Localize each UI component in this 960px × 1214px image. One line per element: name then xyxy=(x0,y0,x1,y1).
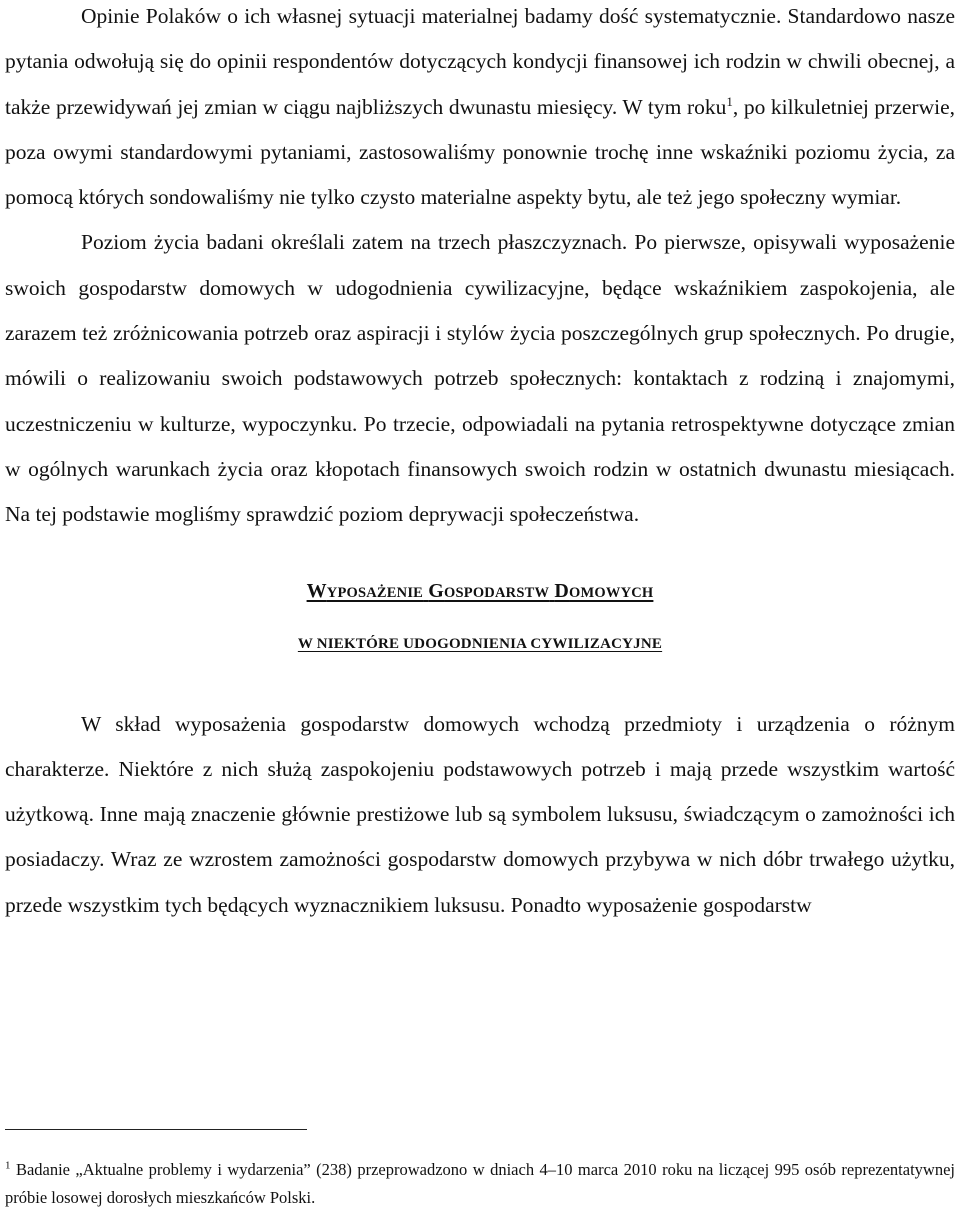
intro-paragraph-continuation: , po kilkuletniej przerwie, poza owymi standardowymi pytaniami, zastosowaliśmy ponownie trochę inne wskaźniki poziomu życia, za pomocą których sondowaliśmy nie tylko czysto materialne aspekty bytu, ale też jego społeczny wymiar. xyxy=(5,94,955,210)
footnote-text: Badanie „Aktualne problemy i wydarzenia” (238) przeprowadzono w dniach 4–10 marca 2010 roku na liczącej 995 osób reprezentatywnej próbie losowej dorosłych mieszkańców Polski. xyxy=(5,1160,956,1207)
intro-paragraph xyxy=(5,0,955,220)
living-standard-paragraph: Poziom życia badani określali zatem na trzech płaszczyznach. Po pierwsze, opisywali wyposażenie swoich gospodarstw domowych w udogodnienia cywilizacyjne, będące wskaźnikiem zaspokojenia, ale zarazem też zróżnicowania potrzeb oraz aspiracji i stylów życia poszczególnych grup społecznych. Po drugie, mówili o realizowaniu swoich podstawowych potrzeb społecznych: kontaktach z rodziną i znajomymi, uczestniczeniu w kulturze, wypoczynku. Po trzecie, odpowiadali na pytania retrospektywne dotyczące zmian w ogólnych warunkach życia oraz kłopotach finansowych swoich rodzin w ostatnich dwunastu miesiącach. Na tej podstawie mogliśmy sprawdzić poziom deprywacji społeczeństwa. xyxy=(5,230,955,527)
section-subheading: W NIEKTÓRE UDOGODNIENIA CYWILIZACYJNE xyxy=(297,635,663,652)
footnote-separator xyxy=(5,1129,307,1130)
document-page xyxy=(5,0,955,928)
household-equipment-paragraph: W skład wyposażenia gospodarstw domowych wchodzą przedmioty i urządzenia o różnym charakterze. Niektóre z nich służą zaspokojeniu podstawowych potrzeb i mają przede wszystkim wartość użytkową. Inne mają znaczenie głównie prestiżowe lub są symbolem luksusu, świadczącym o zamożności ich posiadaczy. Wraz ze wzrostem zamożności gospodarstw domowych przybywa w nich dóbr trwałego użytku, przede wszystkim tych będących wyznacznikiem luksusu. Ponadto wyposażenie gospodarstw xyxy=(5,711,955,917)
footnote-reference[interactable]: 1 xyxy=(726,93,733,109)
footnote-marker: 1 xyxy=(5,1159,11,1172)
intro-paragraph-text: Opinie Polaków o ich własnej sytuacji materialnej badamy dość systematycznie. Standardowo nasze pytania odwołują się do opinii respondentów dotyczących kondycji finansowej ich rodzin w chwili obecnej, a także przewidywań jej zmian w ciągu najbliższych dwunastu miesięcy. W tym roku xyxy=(5,4,955,119)
section-heading: WYPOSAŻENIE GOSPODARSTW DOMOWYCH xyxy=(306,579,654,602)
footnote xyxy=(5,1156,955,1212)
